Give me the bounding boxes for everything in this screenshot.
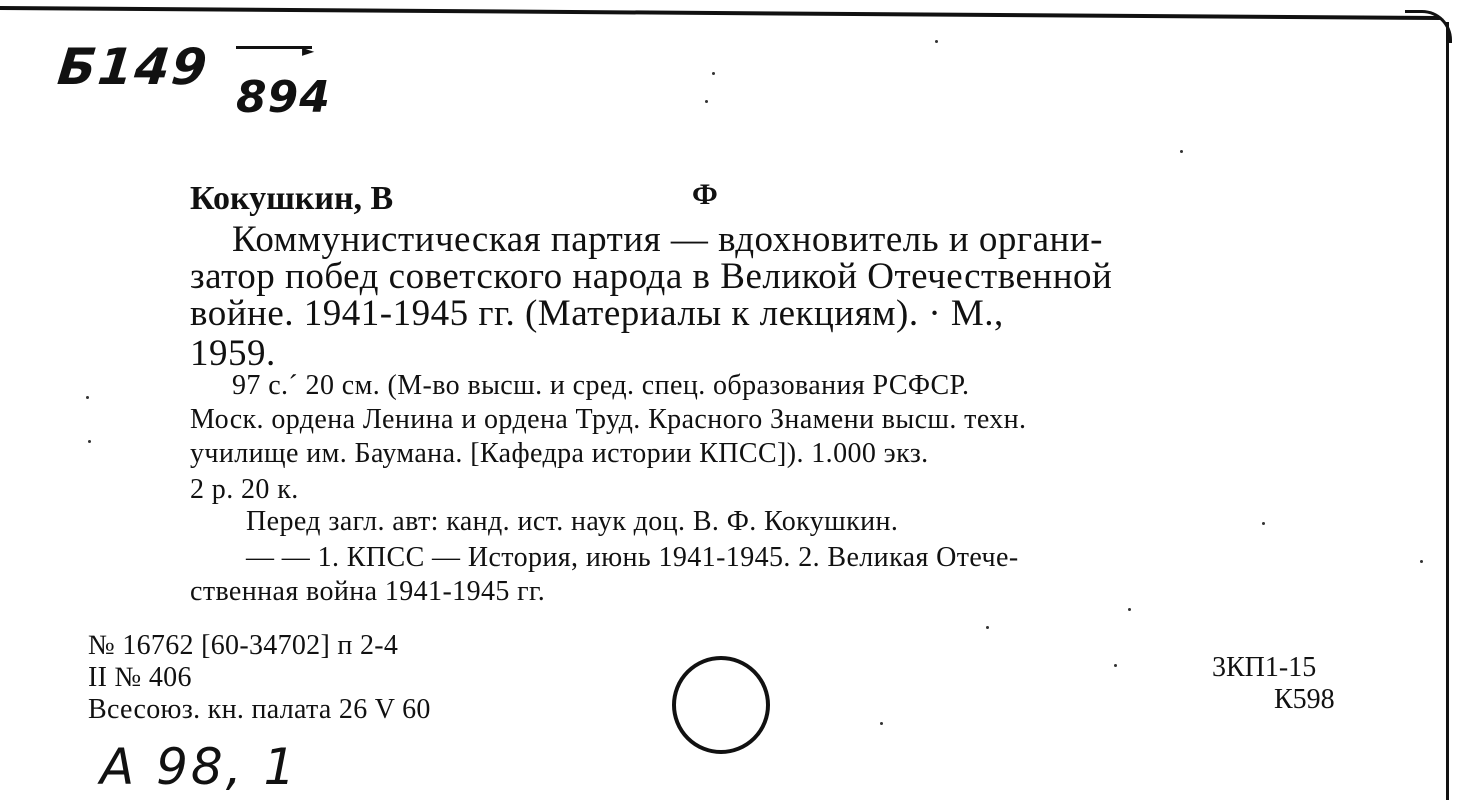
author-heading: Кокушкин, В [190,180,394,217]
handwritten-inventory-note: А 98, 1 [100,738,299,796]
scan-speck [880,722,883,725]
order-number: II № 406 [88,662,192,693]
handwritten-call-number: Б149 [54,38,212,96]
scan-speck [88,440,91,443]
scan-speck [1128,608,1131,611]
description-line: Моск. ордена Ленина и ордена Труд. Красного Знамени высш. техн. [190,404,1027,435]
scan-speck [705,100,708,103]
call-number-arrow [236,46,312,49]
scan-speck [1114,664,1117,667]
card-punch-hole [672,656,770,754]
scan-speck [1262,522,1265,525]
description-line: училище им. Баумана. [Кафедра истории КПСС]). 1.000 экз. [190,438,929,469]
title-line: затор побед советского народа в Великой Отечественной [190,256,1113,297]
author-initial: Ф [692,178,718,211]
card-top-edge [0,6,1440,20]
author-mark: К598 [1274,684,1335,715]
scan-speck [86,396,89,399]
title-line: 1959. [190,333,276,374]
scan-speck [986,626,989,629]
scan-speck [1180,150,1183,153]
description-line: — — 1. КПСС — История, июнь 1941-1945. 2. Великая Отече- [246,542,1019,573]
issuer-line: Всесоюз. кн. палата 26 V 60 [88,694,431,725]
card-right-edge [1446,22,1449,800]
title-line: Коммунистическая партия — вдохновитель и органи- [232,219,1103,260]
title-line: войне. 1941-1945 гг. (Материалы к лекциям). · М., [190,293,1004,334]
handwritten-call-number-sub: 894 [236,72,331,123]
classification-code: 3КП1-15 [1212,652,1317,683]
description-line: 2 р. 20 к. [190,474,299,505]
scan-speck [935,40,938,43]
scan-speck [1420,560,1423,563]
arrow-tip: ► [302,41,315,60]
scan-speck [712,72,715,75]
description-line: ственная война 1941-1945 гг. [190,576,546,607]
description-line: 97 с.´ 20 см. (М-во высш. и сред. спец. образования РСФСР. [232,370,970,401]
registration-number: № 16762 [60-34702] п 2-4 [88,630,399,661]
card-corner [1405,10,1452,43]
description-line: Перед загл. авт: канд. ист. наук доц. В. Ф. Кокушкин. [246,506,899,537]
